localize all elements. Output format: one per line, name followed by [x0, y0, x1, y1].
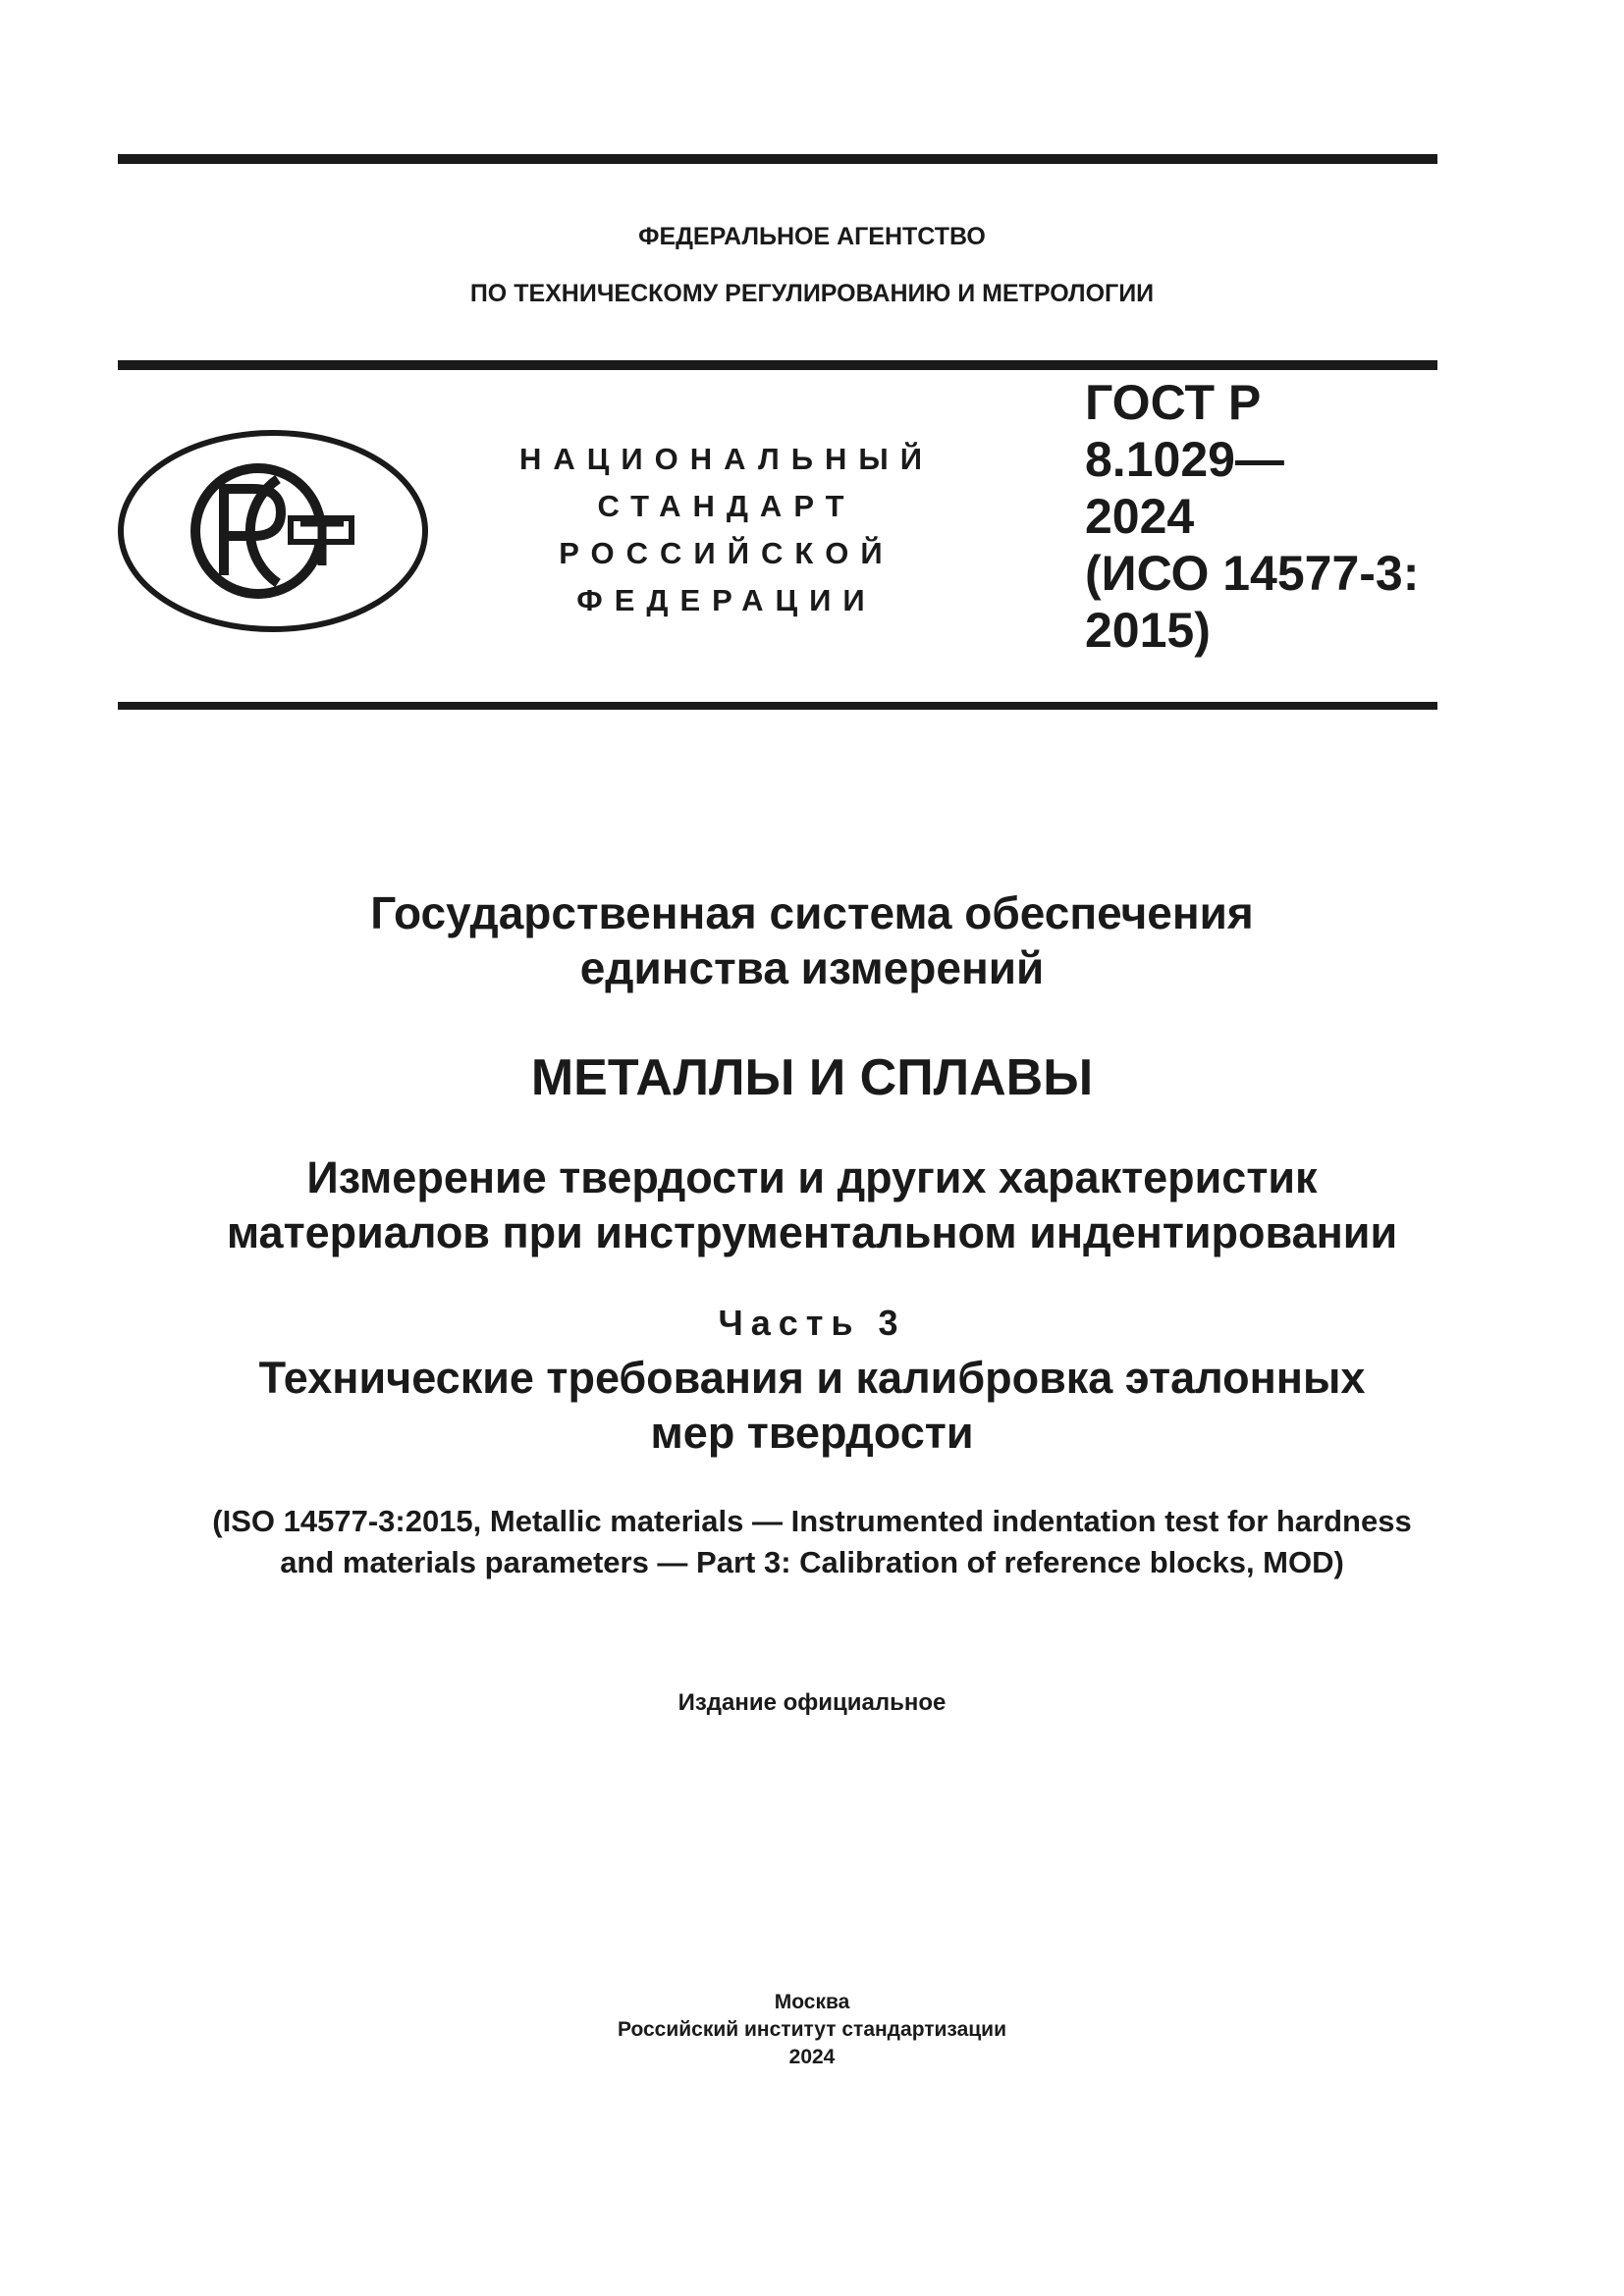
publisher-year: 2024	[788, 2046, 836, 2068]
national-standard-line-2: СТАНДАРТ	[597, 489, 856, 523]
part-title-line-2: мер твердости	[650, 1408, 974, 1458]
national-standard-line-4: ФЕДЕРАЦИИ	[576, 583, 877, 617]
publisher-city: Москва	[774, 1991, 850, 2013]
designation-line-2: 8.1029—	[1085, 432, 1284, 487]
designation-line-4: (ИСО 14577-3:	[1085, 546, 1420, 601]
series-title-line-2: единства измерений	[579, 942, 1045, 993]
agency-line-2: ПО ТЕХНИЧЕСКОМУ РЕГУЛИРОВАНИЮ И МЕТРОЛОГИИ	[469, 280, 1155, 307]
part-title	[0, 1351, 1624, 1461]
iso-reference	[0, 1501, 1624, 1583]
subtitle-line-1: Измерение твердости и других характеристик	[306, 1152, 1318, 1202]
publisher-block	[0, 1989, 1624, 2071]
agency-name	[0, 208, 1624, 322]
national-standard-line-3: РОССИЙСКОЙ	[559, 536, 894, 570]
part-title-line-1: Технические требования и калибровка эталонных	[258, 1353, 1366, 1403]
series-title-line-1: Государственная система обеспечения	[370, 887, 1254, 938]
rst-logo-icon	[116, 428, 430, 634]
standard-designation	[1085, 374, 1438, 659]
main-title: МЕТАЛЛЫ И СПЛАВЫ	[530, 1049, 1094, 1106]
subtitle	[0, 1150, 1624, 1260]
part-label: Часть 3	[718, 1303, 906, 1343]
iso-reference-line-1: (ISO 14577-3:2015, Metallic materials — Instrumented indentation test for hardness	[212, 1504, 1412, 1538]
agency-line-1: ФЕДЕРАЛЬНОЕ АГЕНТСТВО	[638, 223, 986, 250]
header-bottom-rule	[118, 702, 1437, 710]
top-rule	[118, 154, 1437, 164]
publisher-name: Российский институт стандартизации	[617, 2018, 1007, 2041]
header-top-rule	[118, 360, 1437, 370]
designation-line-5: 2015)	[1085, 603, 1211, 658]
subtitle-line-2: материалов при инструментальном индентировании	[226, 1207, 1398, 1257]
national-standard-line-1: НАЦИОНАЛЬНЫЙ	[518, 442, 935, 476]
national-standard-label	[461, 436, 992, 624]
series-title	[0, 885, 1624, 995]
iso-reference-line-2: and materials parameters — Part 3: Calibration of reference blocks, MOD)	[280, 1545, 1344, 1579]
edition-label: Издание официальное	[677, 1689, 947, 1716]
designation-line-3: 2024	[1085, 489, 1195, 544]
rst-logo	[116, 428, 430, 634]
designation-line-1: ГОСТ Р	[1085, 375, 1262, 430]
